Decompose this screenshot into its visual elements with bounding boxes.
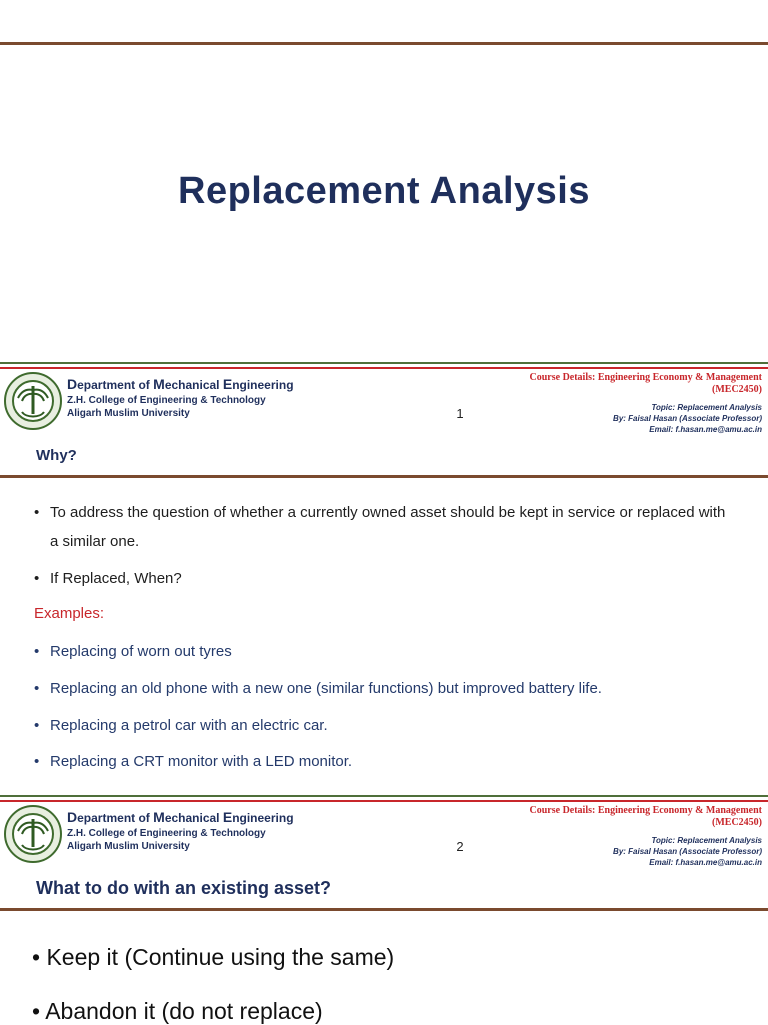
college-name: Z.H. College of Engineering & Technology bbox=[67, 828, 266, 839]
top-rule bbox=[0, 42, 768, 45]
heading-rule bbox=[0, 475, 768, 478]
course-details: Course Details: Engineering Economy & Management (MEC2450) bbox=[529, 372, 762, 395]
page-number: 2 bbox=[456, 839, 464, 854]
list-item: • Replacing a petrol car with an electric car. bbox=[34, 717, 328, 734]
university-name: Aligarh Muslim University bbox=[67, 841, 190, 852]
list-item: • If Replaced, When? bbox=[34, 570, 182, 587]
list-item: • Keep it (Continue using the same) bbox=[32, 944, 395, 970]
slide-heading: Why? bbox=[36, 447, 77, 464]
college-name: Z.H. College of Engineering & Technology bbox=[67, 395, 266, 406]
list-item: • Abandon it (do not replace) bbox=[32, 998, 323, 1024]
list-item: • Replacing an old phone with a new one (similar functions) but improved battery life. bbox=[34, 680, 602, 697]
page-number: 1 bbox=[456, 406, 464, 421]
list-item: • Replacing of worn out tyres bbox=[34, 643, 232, 660]
university-name: Aligarh Muslim University bbox=[67, 408, 190, 419]
author-info: Topic: Replacement Analysis By: Faisal Hasan (Associate Professor) Email: f.hasan.me@amu.ac.in bbox=[613, 403, 762, 434]
slide-heading: What to do with an existing asset? bbox=[36, 878, 332, 898]
examples-label: Examples: bbox=[34, 605, 105, 622]
list-item: • To address the question of whether a currently owned asset should be kept in service or replaced with a similar one. bbox=[34, 504, 726, 550]
footer-rule-green bbox=[0, 362, 768, 364]
department-name: Department of Mechanical Engineering bbox=[67, 809, 294, 825]
course-details: Course Details: Engineering Economy & Management (MEC2450) bbox=[529, 805, 762, 828]
slide-title: Replacement Analysis bbox=[178, 170, 590, 212]
slide-footer bbox=[0, 801, 768, 871]
footer-rule-green bbox=[0, 795, 768, 797]
university-crest-icon bbox=[4, 805, 62, 863]
department-name: Department of Mechanical Engineering bbox=[67, 376, 294, 392]
author-info: Topic: Replacement Analysis By: Faisal Hasan (Associate Professor) Email: f.hasan.me@amu.ac.in bbox=[613, 836, 762, 867]
list-item: • Replacing a CRT monitor with a LED monitor. bbox=[34, 753, 353, 770]
slide-footer bbox=[0, 368, 768, 438]
heading-rule bbox=[0, 908, 768, 911]
university-crest-icon bbox=[4, 372, 62, 430]
